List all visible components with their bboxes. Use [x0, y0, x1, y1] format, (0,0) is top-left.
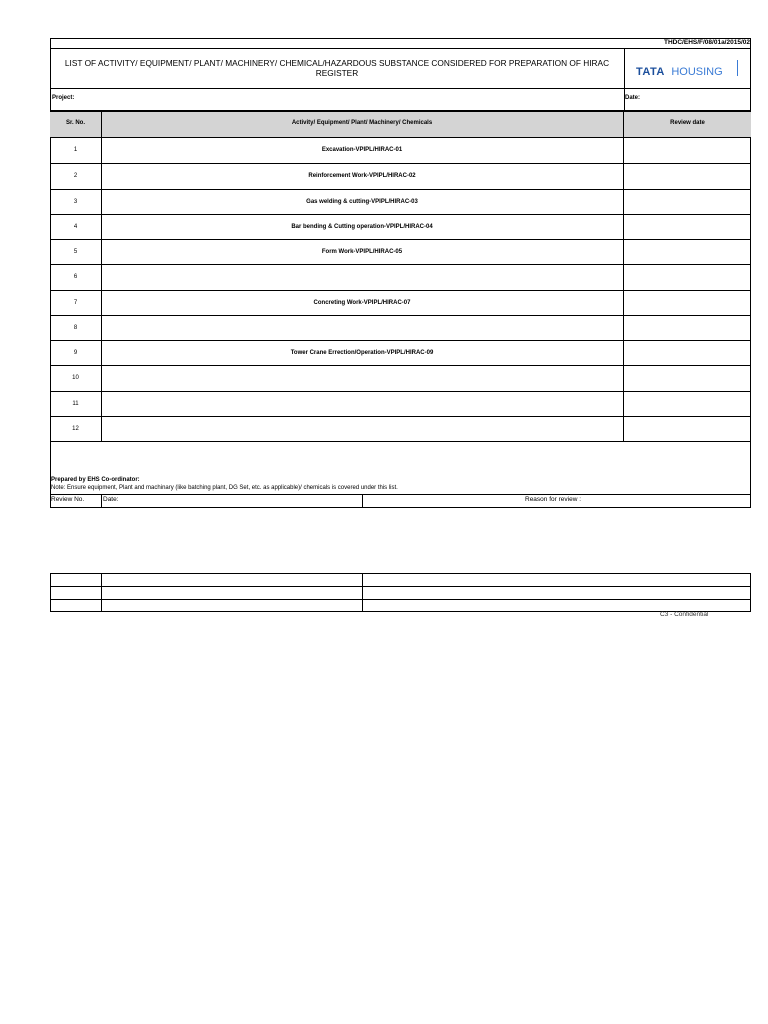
row-sr-no: 12: [72, 425, 79, 432]
table-row: [50, 189, 751, 214]
row-review-date: [624, 215, 751, 239]
table-row: [50, 365, 751, 390]
table-row: [50, 214, 751, 239]
review-table: [50, 573, 751, 612]
form-title: [52, 58, 622, 78]
confidential-label: C3 - Confidential: [660, 611, 709, 618]
table-row: [50, 290, 751, 315]
doc-code: THDC/EHS/F/08/01a/2015/02: [664, 39, 750, 46]
row-review-date: [624, 291, 751, 315]
prepared-by: Prepared by EHS Co-ordinator:: [51, 477, 140, 483]
logo-brand: TATA: [636, 66, 665, 78]
column-header-activity: Activity/ Equipment/ Plant/ Machinery/ Chemicals: [291, 120, 433, 126]
review-date-label: Date:: [103, 496, 119, 503]
project-label: Project:: [52, 95, 75, 101]
row-review-date: [624, 316, 751, 340]
row-sr-no: 6: [73, 274, 78, 281]
row-sr-no: 3: [73, 198, 78, 205]
row-sr-no: 10: [72, 375, 79, 382]
form-title-line1: LIST OF ACTIVITY/ EQUIPMENT/ PLANT/ MACHINERY/ CHEMICAL/HAZARDOUS SUBSTANCE CONSIDERED FOR PREPARATION OF HIRAC: [64, 58, 610, 68]
note: Note: Ensure equipment, Plant and machinary (like batching plant, DG Set, etc. as applicable)/ chemicals is covered under this list.: [51, 485, 398, 491]
row-review-date: [624, 341, 751, 365]
row-activity: Excavation-VPIPL/HIRAC-01: [321, 147, 403, 153]
row-review-date: [624, 392, 751, 416]
row-sr-no: 8: [73, 324, 78, 331]
review-no-label: Review No.: [51, 496, 85, 503]
row-sr-no: 5: [73, 249, 78, 255]
row-activity: Gas welding & cutting-VPIPL/HIRAC-03: [306, 198, 418, 205]
date-label: Date:: [625, 95, 641, 101]
row-sr-no: 9: [73, 350, 78, 356]
table-row: [50, 416, 751, 441]
tata-housing-logo: [636, 62, 740, 78]
row-activity: Reinforcement Work-VPIPL/HIRAC-02: [308, 173, 416, 180]
table-row: [50, 315, 751, 340]
row-sr-no: 11: [72, 400, 79, 407]
table-row: [50, 239, 751, 264]
row-activity: Form Work-VPIPL/HIRAC-05: [321, 249, 403, 255]
column-header-review: Review date: [670, 120, 705, 126]
row-activity: Tower Crane Errection/Operation-VPIPL/HIRAC-09: [290, 350, 434, 356]
row-sr-no: 1: [73, 147, 78, 153]
reason-label: Reason for review :: [525, 496, 581, 503]
form-title-line2: REGISTER: [315, 68, 359, 78]
row-activity: Concreting Work-VPIPL/HIRAC-07: [313, 299, 411, 306]
row-review-date: [624, 164, 751, 188]
row-review-date: [624, 265, 751, 289]
table-row: [50, 340, 751, 365]
row-activity: Bar bending & Cutting operation-VPIPL/HIRAC-04: [291, 223, 433, 230]
table-row: [50, 163, 751, 188]
row-review-date: [624, 240, 751, 264]
row-sr-no: 7: [73, 299, 78, 306]
row-sr-no: 2: [73, 173, 78, 180]
row-review-date: [624, 190, 751, 214]
row-sr-no: 4: [73, 223, 78, 230]
column-header-sr: Sr. No.: [65, 120, 85, 126]
row-review-date: [624, 417, 751, 441]
row-review-date: [624, 138, 751, 163]
row-review-date: [624, 366, 751, 390]
logo-word: HOUSING: [671, 66, 723, 78]
table-row: [50, 138, 751, 163]
table-row: [50, 264, 751, 289]
table-row: [50, 391, 751, 416]
